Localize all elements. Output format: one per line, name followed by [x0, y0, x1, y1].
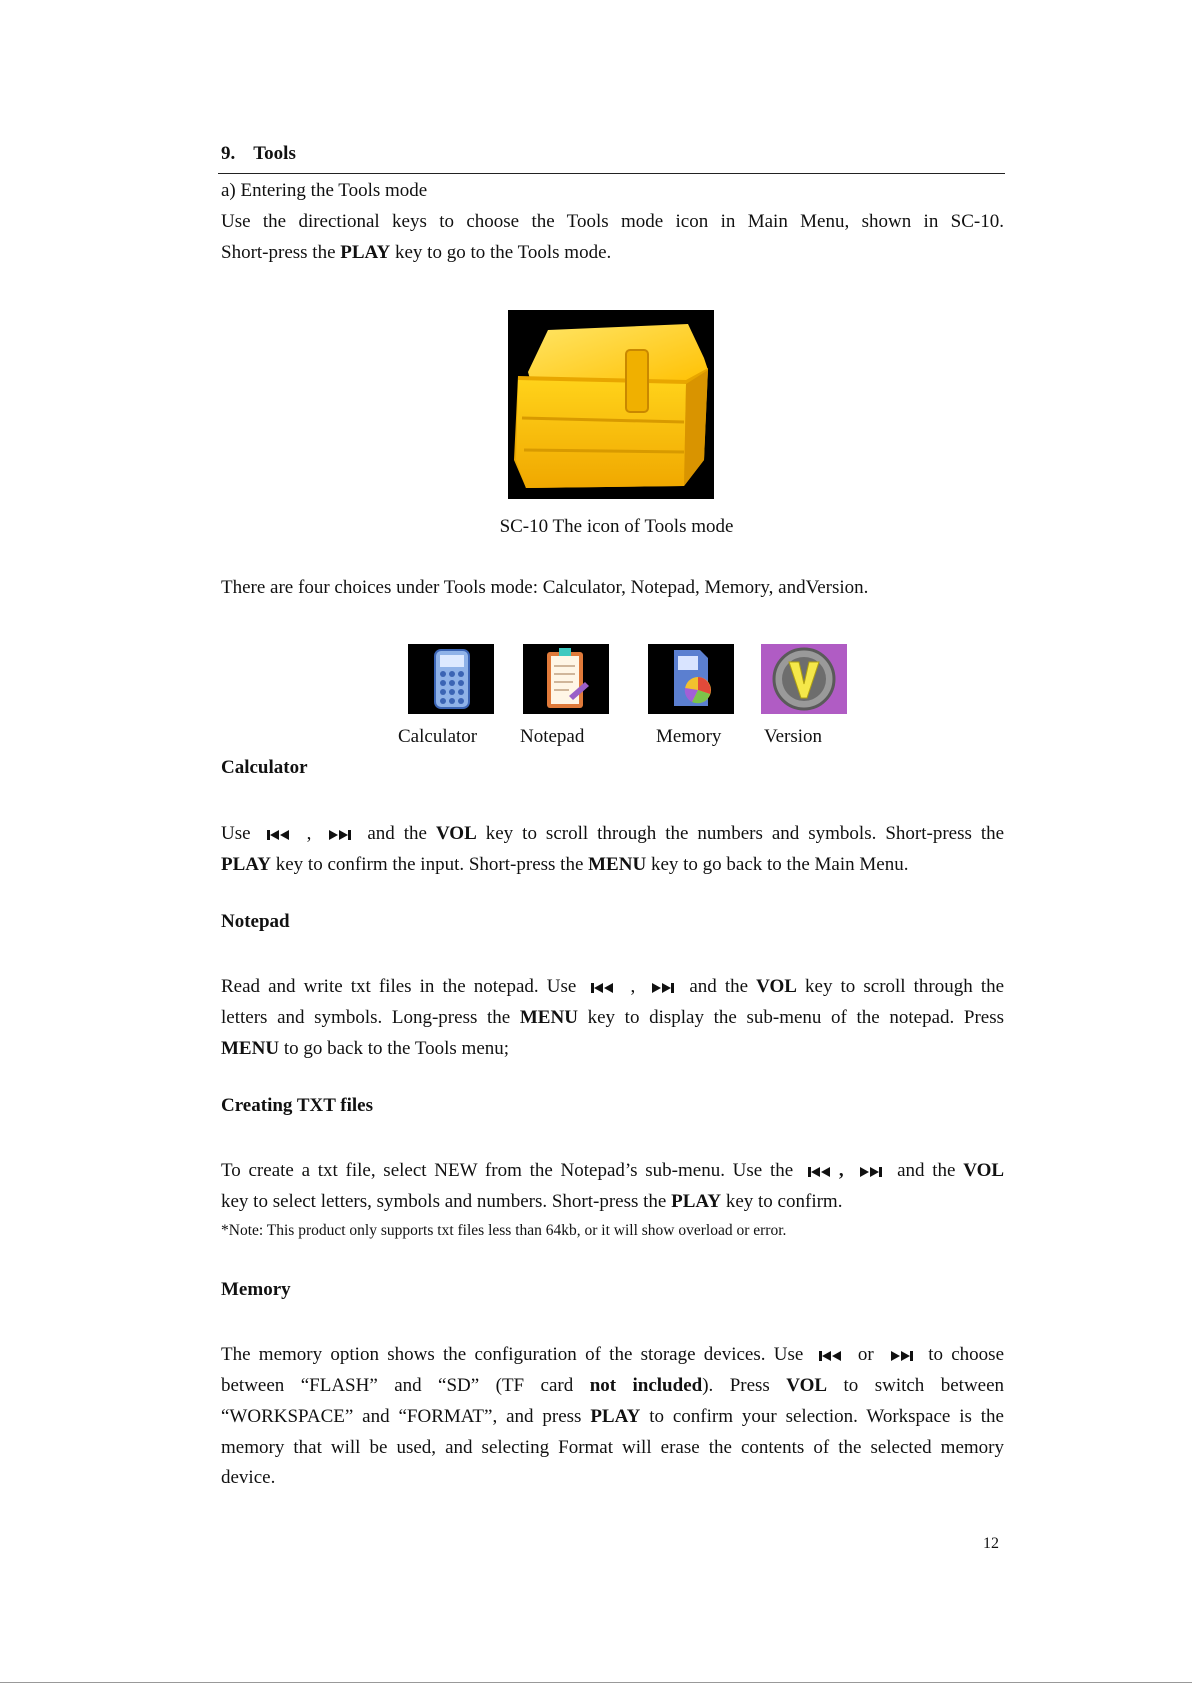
section-title — [221, 143, 296, 165]
memory-icon — [648, 644, 734, 714]
entering-line-2 — [221, 237, 611, 268]
section-title-text: Tools — [253, 143, 296, 164]
previous-track-icon — [818, 1350, 844, 1362]
notepad-line-1 — [221, 971, 1004, 1002]
memory-label: Memory — [656, 726, 722, 747]
memory-line-4: memory that will be used, and selecting Format will erase the contents of the selected memory — [221, 1437, 1004, 1458]
text: To create a txt file, select NEW from the Notepad’s sub-menu. Use the — [221, 1160, 794, 1181]
calculator-icon — [408, 644, 494, 714]
title-rule — [218, 173, 1005, 174]
notepad-label: Notepad — [520, 726, 585, 747]
text: key to display the sub-menu of the notepad. Press — [587, 1007, 1005, 1028]
vol-key-label: VOL — [756, 976, 797, 997]
text: key to scroll through the numbers and symbols. Short-press the — [485, 823, 1005, 844]
toolbox-icon — [508, 310, 714, 499]
text: Read and write txt files in the notepad. Use — [221, 976, 577, 997]
vol-key-label: VOL — [963, 1160, 1005, 1181]
creating-line-2 — [221, 1186, 842, 1217]
notepad-line-2 — [221, 1002, 1004, 1033]
version-icon — [761, 644, 847, 714]
text: Short-press the — [221, 242, 341, 263]
text: , — [306, 823, 312, 844]
version-tile — [761, 644, 847, 719]
entering-heading: a) Entering the Tools mode — [221, 180, 428, 201]
text: or — [857, 1344, 874, 1365]
vol-key-label: VOL — [786, 1375, 828, 1396]
toolbox-image — [508, 310, 714, 499]
next-track-icon — [857, 1166, 883, 1178]
text: to go back to the Tools menu; — [279, 1038, 510, 1059]
next-track-icon — [649, 982, 675, 994]
calculator-line-2 — [221, 849, 908, 880]
play-key-label: PLAY — [671, 1191, 722, 1212]
version-label: Version — [764, 726, 823, 747]
next-track-icon — [326, 829, 352, 841]
entering-line-1: Use the directional keys to choose the Tools mode icon in Main Menu, shown in SC-10. — [221, 211, 1004, 232]
calculator-tile — [408, 644, 494, 719]
text: to confirm your selection. Workspace is the — [640, 1406, 1004, 1427]
calculator-line-1 — [221, 818, 1004, 849]
notepad-tile — [523, 644, 609, 719]
text: key to go to the Tools mode. — [390, 242, 612, 263]
play-key-label: PLAY — [221, 854, 271, 875]
text: key to select letters, symbols and numbers. Short-press the — [221, 1191, 672, 1212]
text: to switch between — [843, 1375, 1005, 1396]
notepad-heading: Notepad — [221, 911, 290, 932]
text: , — [838, 1160, 844, 1181]
text: to choose — [928, 1344, 1005, 1365]
notepad-icon — [523, 644, 609, 714]
creating-heading: Creating TXT files — [221, 1095, 374, 1116]
memory-line-2 — [221, 1370, 1004, 1401]
text: key to confirm. — [721, 1191, 843, 1212]
text: ). Press — [702, 1375, 770, 1396]
text: , — [630, 976, 636, 997]
previous-track-icon — [266, 829, 292, 841]
memory-line-3 — [221, 1401, 1004, 1432]
text: key to go back to the Main Menu. — [646, 854, 909, 875]
text: and the — [367, 823, 427, 844]
creating-line-1 — [221, 1155, 1004, 1186]
creating-note: *Note: This product only supports txt files less than 64kb, or it will show overload or error. — [221, 1222, 787, 1239]
text: key to confirm the input. Short-press the — [270, 854, 589, 875]
notepad-line-3 — [221, 1033, 509, 1064]
track-keys — [801, 1160, 844, 1181]
figure-caption: SC-10 The icon of Tools mode — [499, 516, 734, 537]
choices-text: There are four choices under Tools mode: Calculator, Notepad, Memory, andVersion. — [221, 577, 869, 598]
text: and the — [689, 976, 749, 997]
text: letters and symbols. Long-press the — [221, 1007, 511, 1028]
text: “WORKSPACE” and “FORMAT”, and press — [221, 1406, 591, 1427]
not-included-label: not included — [589, 1375, 703, 1396]
text: Use — [221, 823, 251, 844]
vol-key-label: VOL — [435, 823, 477, 844]
menu-key-label: MENU — [221, 1038, 280, 1059]
play-key-label: PLAY — [340, 242, 391, 263]
menu-key-label: MENU — [519, 1007, 578, 1028]
text: and the — [897, 1160, 956, 1181]
calculator-label: Calculator — [398, 726, 478, 747]
previous-track-icon — [807, 1166, 833, 1178]
memory-heading: Memory — [221, 1279, 291, 1300]
text: The memory option shows the configuration of the storage devices. Use — [221, 1344, 804, 1365]
play-key-label: PLAY — [590, 1406, 641, 1427]
text: key to scroll through the — [805, 976, 1005, 997]
text — [590, 1375, 770, 1396]
page-number: 12 — [983, 1535, 999, 1552]
text: between “FLASH” and “SD” (TF card — [221, 1375, 574, 1396]
memory-tile — [648, 644, 734, 719]
menu-key-label: MENU — [588, 854, 647, 875]
memory-line-5: device. — [221, 1467, 276, 1488]
section-number: 9. — [221, 143, 236, 164]
next-track-icon — [888, 1350, 914, 1362]
page-bottom-divider — [0, 1682, 1192, 1683]
memory-line-1 — [221, 1339, 1004, 1370]
previous-track-icon — [590, 982, 616, 994]
calculator-heading: Calculator — [221, 757, 308, 778]
